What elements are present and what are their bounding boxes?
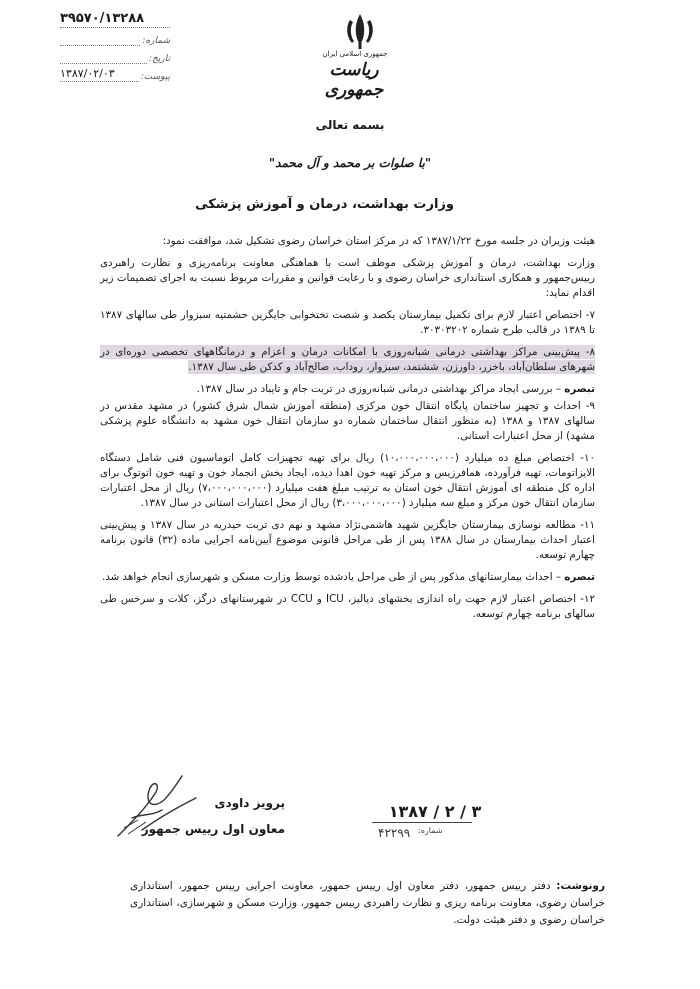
letter-body <box>100 234 595 629</box>
bismillah-heading: بسمه تعالی <box>315 118 385 132</box>
registration-label: شماره: <box>418 826 443 835</box>
salavat-line: "با صلوات بر محمد و آل محمد" <box>268 156 432 170</box>
meta-date-row <box>60 46 170 64</box>
attachment-value: ۱۳۸۷/۰۲/۰۳ <box>60 67 139 82</box>
org-title: ریاست جمهوری <box>324 60 384 100</box>
note-2-label: تبصره <box>564 571 595 583</box>
registration-number: ۴۲۲۹۹ <box>378 826 411 840</box>
mandate-paragraph: وزارت بهداشت، درمان و آموزش پزشکی موظف است با هماهنگی معاونت برنامه‌ریزی و نظارت راهبردی رییس‌جمهور و همکاری استانداری خراسان رضوی و با رعایت قوانین و مقررات مربوط نسبت به اجرای تصمیمات زیر اقدام نماید: <box>100 257 595 299</box>
meta-label-row <box>60 28 170 46</box>
item-10: ۱۰- اختصاص مبلغ ده میلیارد (۱۰،۰۰۰،۰۰۰،۰۰۰) ریال برای تهیه تجهیزات کامل اتوماسیون فنی شامل دستگاه الایزاتومات، تهیه فرآورده، همافرزیس و مرکز تهیه خون اهدا دیده، ایجاد بخش انجماد خون و تهیه خون اتوتوگ برای اداره کل منطقه ای آموزش انتقال خون استان به ترتیب مبلغ هفت میلیارد (۷،۰۰۰،۰۰۰،۰۰۰) ریال از محل اعتبارات سازمان انتقال خون مرکز و مبلغ سه میلیارد (۳،۰۰۰،۰۰۰،۰۰۰) ریال از محل اعتبارات استانی در سال ۱۳۸۷. <box>100 452 596 509</box>
note-1 <box>100 382 595 397</box>
number-field <box>60 44 140 46</box>
number-label: شماره: <box>142 36 170 46</box>
letter-meta <box>60 10 170 82</box>
meta-attachment-row <box>60 64 170 82</box>
registration-divider <box>372 822 472 823</box>
org-subtitle: جمهوری اسلامی ایران <box>322 50 388 58</box>
item-7: ۷- اختصاص اعتبار لازم برای تکمیل بیمارستان یکصد و شصت تختخوابی جایگزین حشمتیه سبزوار طی سالهای ۱۳۸۷ تا ۱۳۸۹ در قالب طرح شماره ۳۰۳۰۳۲۰۲. <box>100 309 595 336</box>
note-2-text: – احداث بیمارستانهای مذکور پس از طی مراحل یادشده توسط وزارت مسکن و شهرسازی انجام خواهد شد. <box>101 571 565 583</box>
note-1-label: تبصره <box>564 383 595 395</box>
item-9: ۹- احداث و تجهیز ساختمان پایگاه انتقال خون مرکزی (منطقه آموزش شمال شرق کشور) در مشهد مقدس در سالهای ۱۳۸۷ و ۱۳۸۸ (به منظور انتقال ساختمان شماره دو سازمان انتقال خون مشهد به دانشگاه علوم پزشکی مشهد) از محل اعتبارات استانی. <box>100 400 595 442</box>
signer-name: پرویز داودی <box>214 796 285 810</box>
item-8 <box>100 345 595 375</box>
note-2 <box>100 570 595 585</box>
meta-number-row <box>60 10 170 28</box>
registration-date: ۱۳۸۷ / ۲ / ۳ <box>388 802 482 821</box>
addressee: وزارت بهداشت، درمان و آموزش پزشکی <box>195 197 454 212</box>
cc-text: دفتر رییس جمهور، دفتر معاون اول رییس جمهور، معاونت اجرایی رییس جمهور، استانداری خراسان رضوی، معاونت برنامه ریزی و نظارت راهبردی رییس جمهور، وزارت مسکن و شهرسازی، استانداری خراسان رضوی و دفتر هیئت دولت. <box>130 880 605 926</box>
cc-label: رونوشت: <box>556 880 605 892</box>
date-label: تاریخ: <box>149 54 170 64</box>
item-12: ۱۲- اختصاص اعتبار لازم جهت راه اندازی بخشهای دیالیز، ICU و CCU در شهرستانهای درگز، کلات و سرخس طی سالهای برنامه چهارم توسعه. <box>100 593 595 620</box>
intro-paragraph: هیئت وزیران در جلسه مورخ ۱۳۸۷/۱/۲۲ که در مرکز استان خراسان رضوی تشکیل شد، موافقت نمود: <box>162 235 595 247</box>
note-1-text: – بررسی ایجاد مراکز بهداشتی درمانی شبانه‌روزی در تربت جام و تایباد در سال ۱۳۸۷. <box>196 383 565 395</box>
attachment-label: پیوست: <box>140 72 170 82</box>
iran-emblem-icon <box>340 12 380 50</box>
item-8-highlighted-text: ۸- پیش‌بینی مراکز بهداشتی درمانی شبانه‌روزی با امکانات درمان و اعزام و درمانگاههای تخصصی دوره‌ای در شهرهای سلطان‌آباد، باخزر، داورزن، ششتمد، سبزوار، روداب، صالح‌آباد و کدکن طی سال ۱۳۸۷. <box>100 346 595 373</box>
signer-title: معاون اول رییس جمهور <box>141 822 285 836</box>
carbon-copy <box>130 878 605 929</box>
date-value <box>60 62 147 64</box>
letter-number: ۳۹۵۷۰/۱۳۲۸۸ <box>60 11 170 28</box>
item-11: ۱۱- مطالعه نوسازی بیمارستان جایگزین شهید هاشمی‌نژاد مشهد و نهم دی تربت حیدریه در سال ۱۳۸۷ و پیش‌بینی اعتبار احداث بیمارستان در سال ۱۳۸۸ پس از طی مراحل قانونی موضوع آیین‌نامه اجرایی ماده (۳۲) قانون برنامه چهارم توسعه. <box>100 519 596 561</box>
